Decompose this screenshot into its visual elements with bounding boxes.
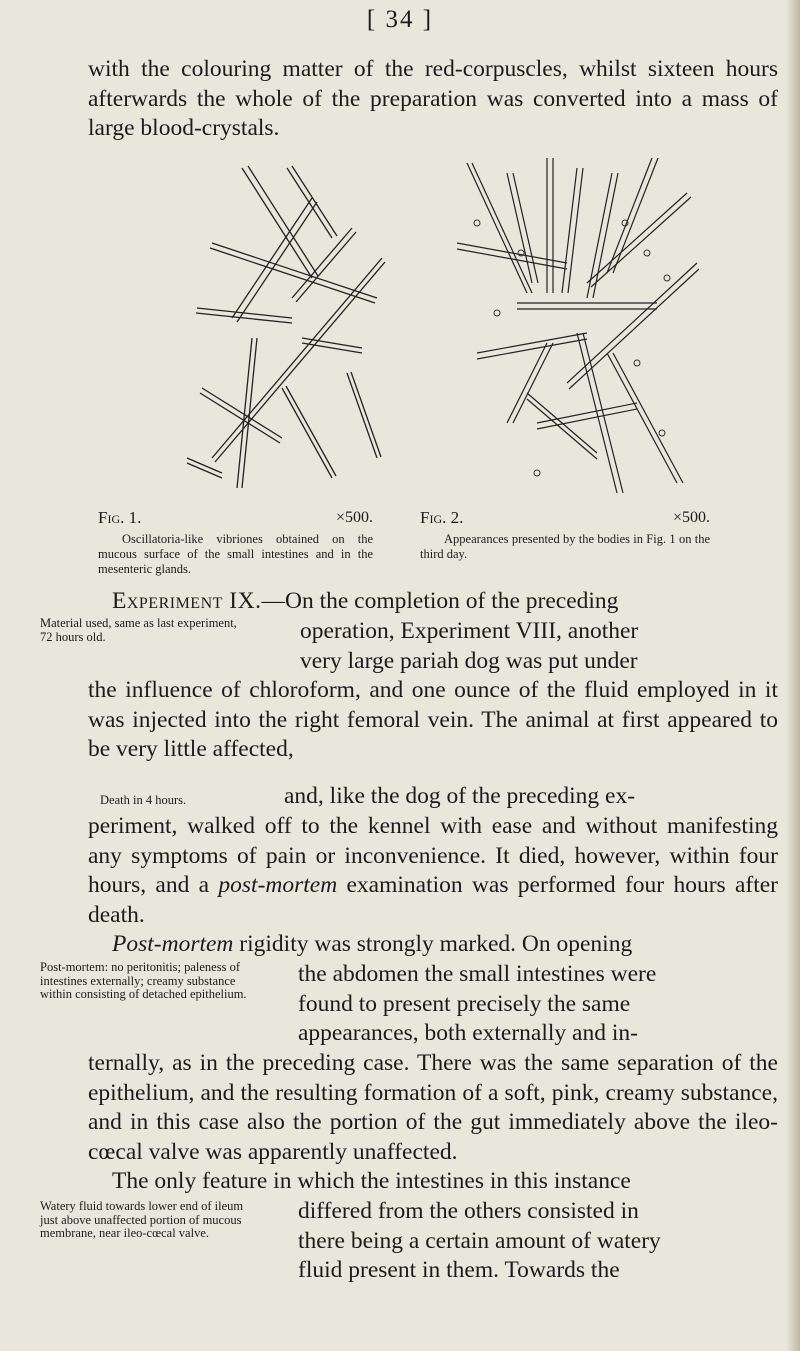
- experiment-opening: —On the completion of the preceding: [261, 588, 619, 614]
- margin-note-watery: Watery fluid towards lower end of ileum just above unaffected portion of mucous membrane, near ileo-cœcal valve.: [40, 1199, 244, 1240]
- margin-note-postmortem: Post-mortem: no peritonitis; paleness of intestines externally; creamy substance within consisting of detached epithelium.: [40, 960, 247, 1001]
- margin-note-material: Material used, same as last experiment, 72 hours old.: [40, 616, 237, 644]
- experiment-lines-2-3: [300, 617, 778, 676]
- page-edge: [786, 0, 800, 1351]
- experiment-line-3: very large pariah dog was put under: [300, 647, 638, 674]
- intro-paragraph: with the colouring matter of the red-corpuscles, whilst sixteen hours afterwards the whole of the preparation was converted into a mass of large blood-crystals.: [88, 56, 778, 141]
- experiment-line-2: operation, Experiment VIII, another: [300, 618, 639, 644]
- experiment-continuation-2: periment, walked off to the kennel with ease and without manifesting any symptoms of pain or inconvenience. It died, however, within four hours, and a post-mortem examination was performed four hours after death.: [88, 813, 779, 928]
- figure-1-caption: [98, 510, 373, 577]
- post-mortem-heading: Post-mortem: [112, 931, 234, 957]
- post-mortem-line: Post-mortem rigidity was strongly marked. On opening: [112, 931, 633, 957]
- figure-1-drawing: [182, 158, 387, 498]
- figure-1-label: Fig. 1.: [98, 508, 142, 527]
- post-mortem-italic: post-mortem: [218, 872, 338, 898]
- figure-2-caption: [420, 510, 710, 562]
- margin-note-death: Death in 4 hours.: [100, 793, 187, 807]
- figure-1: [182, 158, 387, 498]
- post-mortem-continuation: ternally, as in the preceding case. There was the same separation of the epithelium, and the resulting formation of a soft, pink, creamy substance, and in this case also the portion of the gut immediately above the ileo-cœcal valve was apparently unaffected.: [88, 1050, 778, 1165]
- experiment-heading: Experiment IX.: [112, 588, 262, 614]
- figure-2: [437, 153, 699, 508]
- figure-2-label: Fig. 2.: [420, 508, 464, 527]
- post-mortem-lines: the abdomen the small intestines were found to present precisely the same appearances, both externally and in-: [298, 961, 657, 1046]
- experiment-continuation: the influence of chloroform, and one ounce of the fluid employed in it was injected into the right femoral vein. The animal at first appeared to be very little affected,: [88, 677, 778, 762]
- final-lines: differed from the others consisted in there being a certain amount of watery fluid present in them. Towards the: [298, 1198, 661, 1283]
- final-line-1: The only feature in which the intestines in this instance: [112, 1168, 631, 1194]
- experiment-line-a: and, like the dog of the preceding ex-: [284, 783, 636, 809]
- experiment-heading-line: [112, 587, 778, 617]
- figure-2-drawing: [437, 153, 699, 508]
- page-number: [ 34 ]: [366, 6, 434, 33]
- figure-1-caption-text: Oscillatoria-like vibriones obtained on the mucous surface of the small intestines and in the mesenteric glands.: [98, 532, 373, 576]
- figure-1-magnification: ×500.: [335, 509, 373, 526]
- figure-2-caption-text: Appearances presented by the bodies in Fig. 1 on the third day.: [420, 532, 710, 561]
- figure-2-magnification: ×500.: [672, 509, 710, 526]
